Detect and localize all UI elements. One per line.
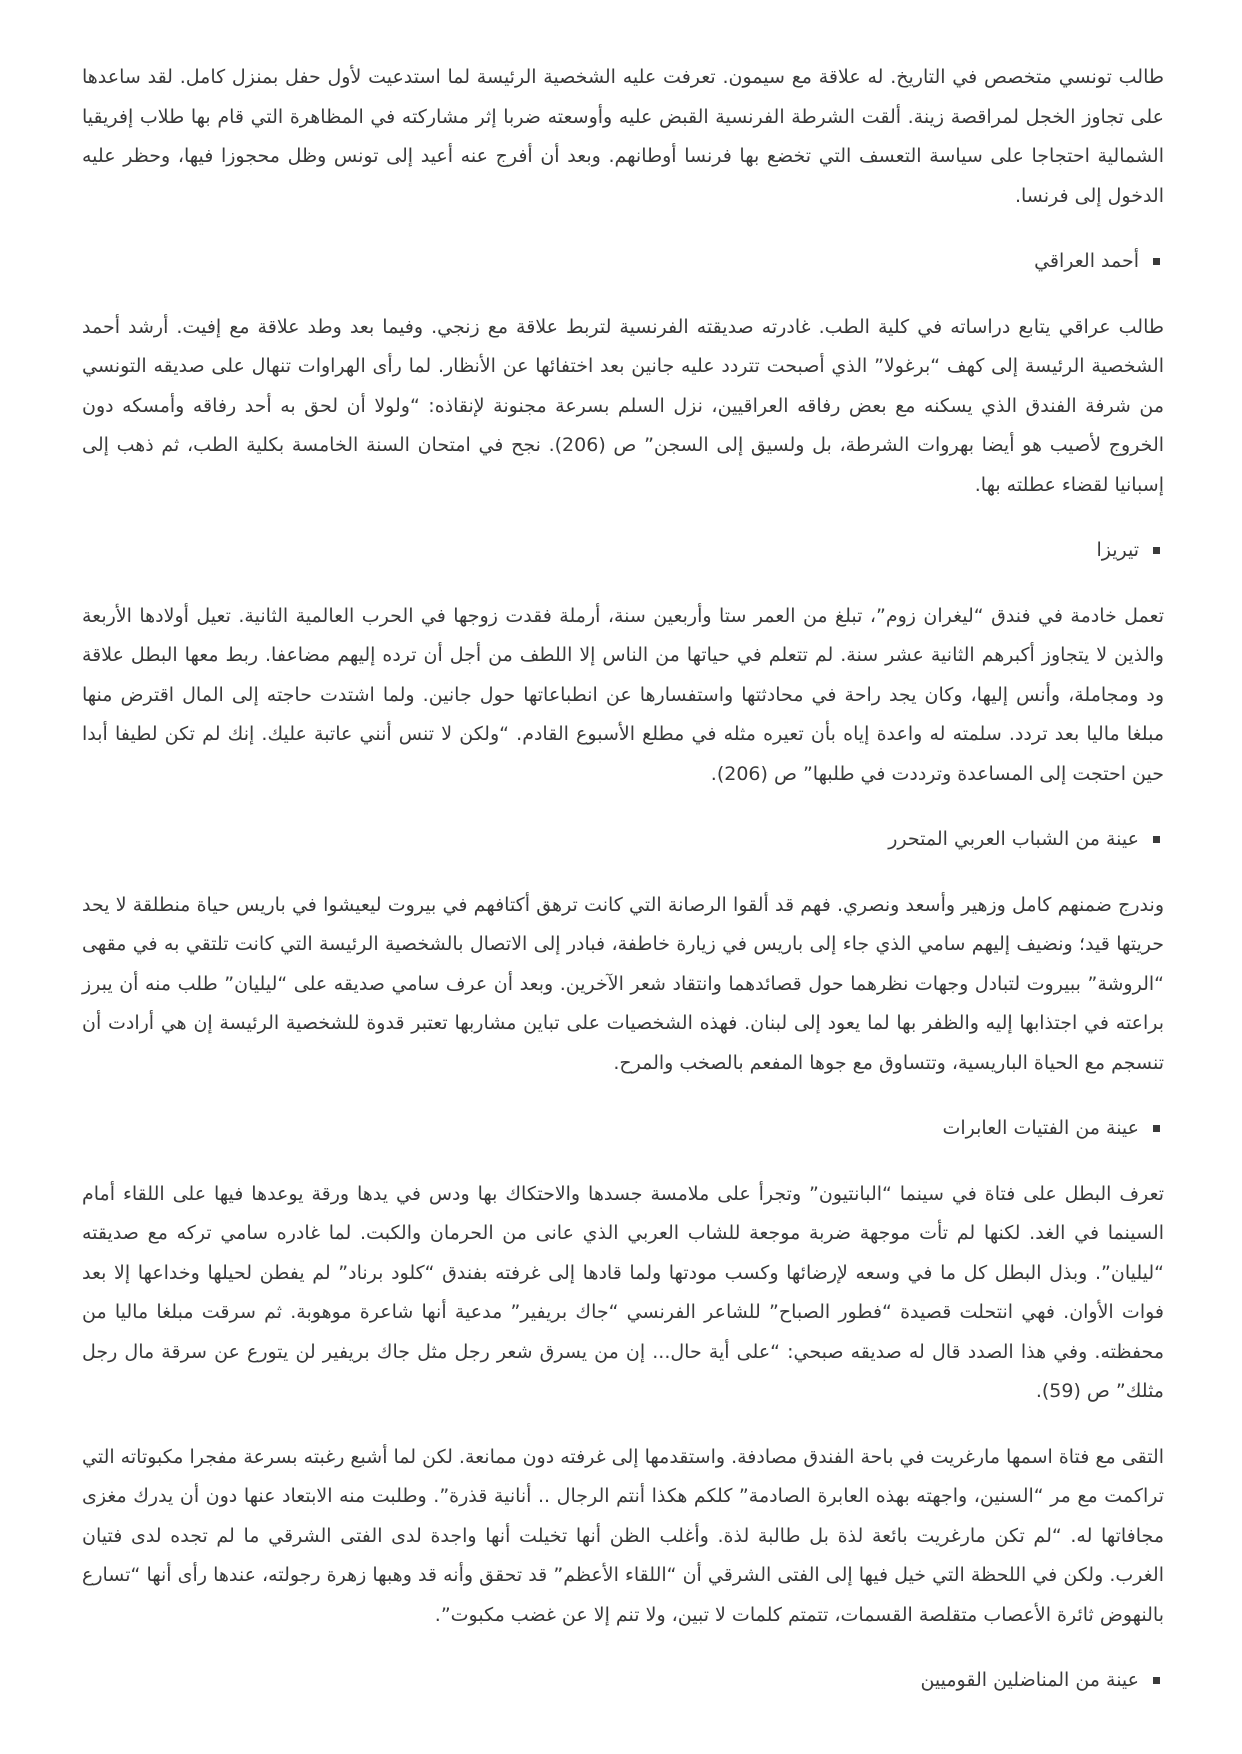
square-bullet-icon xyxy=(1153,1677,1160,1684)
paragraph-tunisian-student: طالب تونسي متخصص في التاريخ. له علاقة مع سيمون. تعرفت عليه الشخصية الرئيسة لما استدعيت لأول حفل بمنزل كامل. لقد ساعدها على تجاوز الخجل لمراقصة زينة. ألقت الشرطة الفرنسية القبض عليه وأوسعته ضربا إثر مشاركته في المظاهرة التي قام بها طلاب إفريقيا الشمالية احتجاجا على سياسة التعسف التي تخضع بها فرنسا أوطانهم. وبعد أن أفرج عنه أعيد إلى تونس وظل محجوزا فيها، وحظر عليه الدخول إلى فرنسا. xyxy=(82,66,1164,207)
section-heading-teresa xyxy=(82,531,1164,571)
section-heading-arab-youth xyxy=(82,820,1164,860)
section-heading-nationalists xyxy=(82,1661,1164,1701)
section-heading-passing-girls xyxy=(82,1109,1164,1149)
square-bullet-icon xyxy=(1153,547,1160,554)
paragraph-arab-youth: وندرج ضمنهم كامل وزهير وأسعد ونصري. فهم قد ألقوا الرصانة التي كانت ترهق أكتافهم في بيروت ليعيشوا في باريس حياة منطلقة لا يحد حريتها قيد؛ ونضيف إليهم سامي الذي جاء إلى باريس في زيارة خاطفة، فبادر إلى الاتصال بالشخصية الرئيسة التي كانت تلتقي به في مقهى “الروشة” ببيروت لتبادل وجهات نظرهما حول قصائدهما وانتقاد شعر الآخرين. وبعد أن عرف سامي صديقه على “ليليان” طلب منه أن يبرز براعته في اجتذابها إليه والظفر بها لما يعود إلى لبنان. فهذه الشخصيات على تباين مشاربها تعتبر قدوة للشخصية الرئيسة إن هي أرادت أن تنسجم مع الحياة الباريسية، وتتساوق مع جوها المفعم بالصخب والمرح. xyxy=(82,893,1164,1074)
paragraph-ahmed: طالب عراقي يتابع دراساته في كلية الطب. غادرته صديقته الفرنسية لتربط علاقة مع زنجي. وفيما بعد وطد علاقة مع إفيت. أرشد أحمد الشخصية الرئيسة إلى كهف “برغولا” الذي أصبحت تتردد عليه جانين بعد اختفائها عن الأنظار. لما رأى الهراوات تنهال على صديقه التونسي من شرفة الفندق الذي يسكنه مع بعض رفاقه العراقيين، نزل السلم بسرعة مجنونة لإنقاذه: “ولولا أن لحق به أحد رفاقه وأمسكه دون الخروج لأصيب هو أيضا بهروات الشرطة، بل ولسيق إلى السجن” ص (206). نجح في امتحان السنة الخامسة بكلية الطب، ثم ذهب إلى إسبانيا لقضاء عطلته بها. xyxy=(82,315,1165,496)
section-heading-text: عينة من المناضلين القوميين xyxy=(920,1669,1139,1691)
paragraph-margaret: التقى مع فتاة اسمها مارغريت في باحة الفندق مصادفة. واستقدمها إلى غرفته دون ممانعة. لكن لما أشبع رغبته بسرعة مفجرا مكبوتاته التي تراكمت مع مر “السنين، واجهته بهذه العابرة الصادمة” كلكم هكذا أنتم الرجال .. أنانية قذرة”. وطلبت منه الابتعاد عنها دون أن يدرك مغزى مجافاتها له. “لم تكن مارغريت بائعة لذة بل طالبة لذة. وأغلب الظن أنها تخيلت أنها واجدة لدى الفتى الشرقي ما لم تجده لدى فتيان الغرب. ولكن في اللحظة التي خيل فيها إلى الفتى الشرقي أن “اللقاء الأعظم” قد تحقق وأنه قد وهبها زهرة رجولته، عندها رأى أنها “تسارع بالنهوض ثائرة الأعصاب متقلصة القسمات، تتمتم كلمات لا تبين، ولا تنم إلا عن غضب مكبوت”. xyxy=(82,1445,1164,1626)
paragraph-teresa: تعمل خادمة في فندق “ليغران زوم”، تبلغ من العمر ستا وأربعين سنة، أرملة فقدت زوجها في الحرب العالمية الثانية. تعيل أولادها الأربعة والذين لا يتجاوز أكبرهم الثانية عشر سنة. لم تتعلم في حياتها من الناس إلا اللطف من أجل أن ترده إليهم مضاعفا. ربط معها البطل علاقة ود ومجاملة، وأنس إليها، وكان يجد راحة في محادثتها واستفسارها عن انطباعاتها حول جانين. ولما اشتدت حاجته إلى المال اقترض منها مبلغا ماليا بعد تردد. سلمته له واعدة إياه بأن تعيره مثله في مطلع الأسبوع القادم. “ولكن لا تنس أنني عاتبة عليك. إنك لم تكن لطيفا أبدا حين احتجت إلى المساعدة وترددت في طلبها” ص (206). xyxy=(82,604,1164,785)
section-heading-text: عينة من الشباب العربي المتحرر xyxy=(888,828,1139,850)
square-bullet-icon xyxy=(1153,836,1160,843)
section-heading-ahmed xyxy=(82,242,1164,282)
paragraph-passing-girls: تعرف البطل على فتاة في سينما “البانتيون” وتجرأ على ملامسة جسدها والاحتكاك بها ودس في يدها ورقة يوعدها فيها على اللقاء أمام السينما في الغد. لكنها لم تأت موجهة ضربة موجعة للشاب العربي الذي عانى من الحرمان والكبت. لما غادره سامي تركه مع صديقته “ليليان”. وبذل البطل كل ما في وسعه لإرضائها وكسب مودتها ولما قادها إلى غرفته بفندق “كلود برناد” لم يفطن لحيلها وخداعها إلا بعد فوات الأوان. فهي انتحلت قصيدة “فطور الصباح” للشاعر الفرنسي “جاك بريفير” مدعية أنها شاعرة موهوبة. ثم سرقت مبلغا ماليا من محفظته. وفي هذا الصدد قال له صديقه صبحي: “على أية حال... إن من يسرق شعر رجل مثل جاك بريفير لن يتورع عن سرقة مال رجل مثلك” ص (59). xyxy=(82,1182,1164,1402)
section-heading-text: تيريزا xyxy=(1096,539,1139,561)
section-heading-text: أحمد العراقي xyxy=(1034,250,1139,272)
square-bullet-icon xyxy=(1153,1125,1160,1132)
square-bullet-icon xyxy=(1153,258,1160,265)
section-heading-text: عينة من الفتيات العابرات xyxy=(942,1117,1139,1139)
